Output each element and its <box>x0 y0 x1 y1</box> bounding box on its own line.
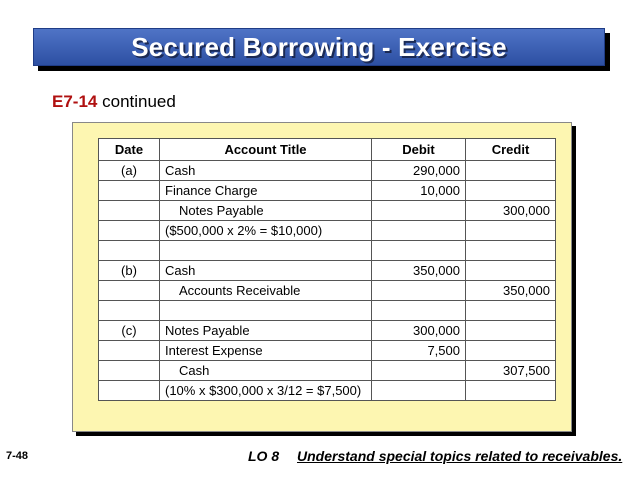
title-bar <box>33 28 605 66</box>
cell-debit: 350,000 <box>372 261 466 281</box>
account-title-text: ($500,000 x 2% = $10,000) <box>165 223 323 238</box>
cell-credit <box>466 261 556 281</box>
table-row <box>99 381 556 401</box>
table-row <box>99 301 556 321</box>
cell-account-title <box>160 341 372 361</box>
table-row <box>99 161 556 181</box>
cell-account-title <box>160 381 372 401</box>
header-credit: Credit <box>466 139 556 161</box>
cell-credit <box>466 221 556 241</box>
table-row <box>99 241 556 261</box>
cell-date <box>99 301 160 321</box>
cell-account-title <box>160 281 372 301</box>
table-row <box>99 341 556 361</box>
exercise-code: E7-14 <box>52 92 98 111</box>
table-row <box>99 181 556 201</box>
table-row <box>99 201 556 221</box>
cell-account-title <box>160 361 372 381</box>
journal-header-row <box>99 139 556 161</box>
cell-credit <box>466 381 556 401</box>
cell-account-title <box>160 221 372 241</box>
cell-debit: 10,000 <box>372 181 466 201</box>
cell-account-title <box>160 301 372 321</box>
cell-date: (b) <box>99 261 160 281</box>
cell-debit <box>372 281 466 301</box>
account-title-text: Cash <box>165 163 196 178</box>
cell-date <box>99 361 160 381</box>
cell-account-title <box>160 261 372 281</box>
table-row <box>99 361 556 381</box>
cell-account-title <box>160 181 372 201</box>
cell-credit <box>466 241 556 261</box>
slide-title: Secured Borrowing - Exercise <box>131 31 507 62</box>
account-title-text: Interest Expense <box>165 343 263 358</box>
cell-account-title <box>160 321 372 341</box>
cell-date <box>99 381 160 401</box>
journal-table <box>98 138 556 401</box>
cell-date <box>99 181 160 201</box>
account-title-text: (10% x $300,000 x 3/12 = $7,500) <box>165 383 362 398</box>
learning-objective-description: Understand special topics related to receivables. <box>297 448 623 464</box>
account-title-text: Accounts Receivable <box>179 283 301 298</box>
table-row <box>99 281 556 301</box>
cell-date <box>99 341 160 361</box>
cell-credit <box>466 341 556 361</box>
header-debit: Debit <box>372 139 466 161</box>
cell-account-title <box>160 161 372 181</box>
cell-date: (c) <box>99 321 160 341</box>
cell-debit: 290,000 <box>372 161 466 181</box>
cell-debit <box>372 241 466 261</box>
table-row <box>99 261 556 281</box>
cell-credit: 307,500 <box>466 361 556 381</box>
cell-debit: 300,000 <box>372 321 466 341</box>
cell-debit <box>372 301 466 321</box>
account-title-text: Cash <box>165 263 196 278</box>
header-date: Date <box>99 139 160 161</box>
cell-date <box>99 281 160 301</box>
cell-debit <box>372 361 466 381</box>
cell-date <box>99 201 160 221</box>
account-title-text: Notes Payable <box>179 203 264 218</box>
cell-credit <box>466 301 556 321</box>
cell-credit: 350,000 <box>466 281 556 301</box>
exercise-subhead <box>52 92 176 112</box>
cell-account-title <box>160 201 372 221</box>
cell-credit <box>466 321 556 341</box>
cell-debit <box>372 201 466 221</box>
cell-date <box>99 241 160 261</box>
cell-debit <box>372 381 466 401</box>
cell-credit <box>466 161 556 181</box>
cell-date <box>99 221 160 241</box>
exercise-continued: continued <box>102 92 176 111</box>
learning-objective-code: LO 8 <box>248 448 280 464</box>
account-title-text: Notes Payable <box>165 323 250 338</box>
cell-debit: 7,500 <box>372 341 466 361</box>
cell-debit <box>372 221 466 241</box>
account-title-text: Cash <box>179 363 210 378</box>
table-row <box>99 221 556 241</box>
cell-credit: 300,000 <box>466 201 556 221</box>
account-title-text: Finance Charge <box>165 183 258 198</box>
header-account-title: Account Title <box>160 139 372 161</box>
cell-account-title <box>160 241 372 261</box>
cell-credit <box>466 181 556 201</box>
learning-objective-footer <box>248 448 622 464</box>
cell-date: (a) <box>99 161 160 181</box>
page-number: 7-48 <box>6 450 29 462</box>
table-row <box>99 321 556 341</box>
